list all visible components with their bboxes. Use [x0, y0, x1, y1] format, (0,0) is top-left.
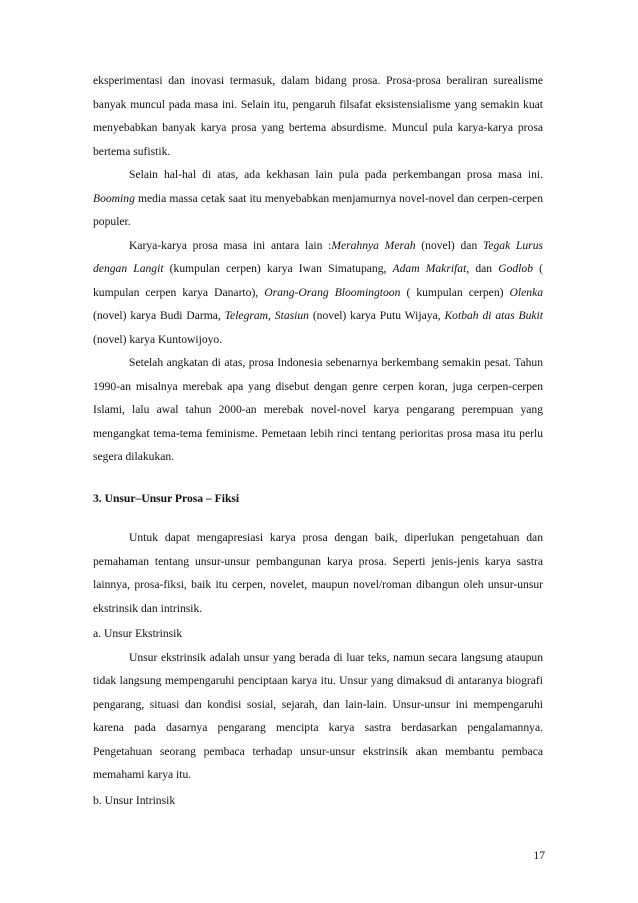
paragraph-5: Untuk dapat mengapresiasi karya prosa dengan baik, diperlukan pengetahuan dan pemahaman tentang unsur-unsur pembangunan karya prosa. Seperti jenis-jenis karya sastra lainnya, prosa-fiksi, baik itu cerpen, novelet, maupun novel/roman dibangun oleh unsur-unsur ekstrinsik dan intrinsik.	[93, 531, 543, 615]
section-heading: 3. Unsur–Unsur Prosa – Fiksi	[93, 491, 240, 505]
p3-title-orang-orang: Orang-Orang Bloomingtoon	[264, 285, 401, 299]
paragraph-2	[93, 163, 543, 234]
p3-title-adam-makrifat: Adam Makrifat	[392, 262, 467, 275]
p3-seg-1: Karya-karya prosa masa ini antara lain :	[129, 238, 332, 252]
page-number: 17	[533, 849, 545, 862]
p3-seg-15: (novel) karya Putu Wijaya,	[308, 309, 445, 322]
paragraph-4: Setelah angkatan di atas, prosa Indonesia sebenarnya berkembang semakin pesat. Tahun 1990-an misalnya merebak apa yang disebut dengan genre cerpen koran, juga cerpen-cerpen Islami, lalu awal tahun 2000-an merebak novel-novel karya pengarang perempuan yang mengangkat tema-tema feminisme. Pemetaan lebih rinci tentang perioritas prosa masa itu perlu segera dilakukan.	[93, 356, 543, 463]
paragraph-3	[93, 234, 543, 352]
p3-seg-17: (novel) karya Kuntowijoyo.	[93, 332, 223, 346]
p3-seg-3: (novel) dan	[415, 238, 483, 252]
p3-seg-11: ( kumpulan cerpen)	[400, 285, 510, 299]
paragraph-1: eksperimentasi dan inovasi termasuk, dalam bidang prosa. Prosa-prosa beraliran surealisme banyak muncul pada masa ini. Selain itu, pengaruh filsafat eksistensialisme yang semakin kuat menyebabkan banyak karya prosa yang bertema absurdisme. Muncul pula karya-karya prosa bertema sufistik.	[93, 74, 543, 158]
p3-seg-9: ( kumpulan cerpen karya Danarto),	[93, 262, 543, 299]
p3-title-olenka: Olenka	[509, 285, 544, 299]
p3-seg-13: (novel) karya Budi Darma,	[93, 309, 225, 322]
p3-seg-7: , dan	[466, 262, 499, 275]
p3-title-kotbah: Kotbah di atas Bukit	[444, 309, 543, 322]
p3-seg-5: (kumpulan cerpen) karya Iwan Simatupang,	[163, 262, 393, 275]
subheading-b: b. Unsur Intrinsik	[93, 793, 176, 807]
paragraph-2-text-a: Selain hal-hal di atas, ada kekhasan lain pula pada perkembangan prosa masa ini.	[129, 168, 543, 181]
paragraph-2-emphasis: Booming	[93, 191, 135, 205]
subheading-a: a. Unsur Ekstrinsik	[93, 627, 183, 640]
p3-title-merahnya-merah: Merahnya Merah	[331, 238, 416, 252]
p3-title-telegram: Telegram, Stasiun	[224, 309, 309, 322]
p3-title-godlob: Godlob	[498, 262, 533, 275]
p3-title-tegak-lurus: Tegak Lurus dengan Langit	[93, 238, 543, 275]
paragraph-2-text-b: media massa cetak saat itu menyebabkan menjamurnya novel-novel dan cerpen-cerpen populer.	[93, 191, 543, 228]
page-body	[93, 69, 543, 812]
paragraph-6: Unsur ekstrinsik adalah unsur yang berada di luar teks, namun secara langsung ataupun tidak langsung mempengaruhi penciptaan karya itu. Unsur yang dimaksud di antaranya biografi pengarang, situasi dan kondisi sosial, sejarah, dan lain-lain. Unsur-unsur ini mempengaruhi karena pada dasarnya pengarang mencipta karya sastra berdasarkan pengalamannya. Pengetahuan seorang pembaca terhadap unsur-unsur ekstrinsik akan membantu pembaca memahami karya itu.	[93, 650, 543, 781]
